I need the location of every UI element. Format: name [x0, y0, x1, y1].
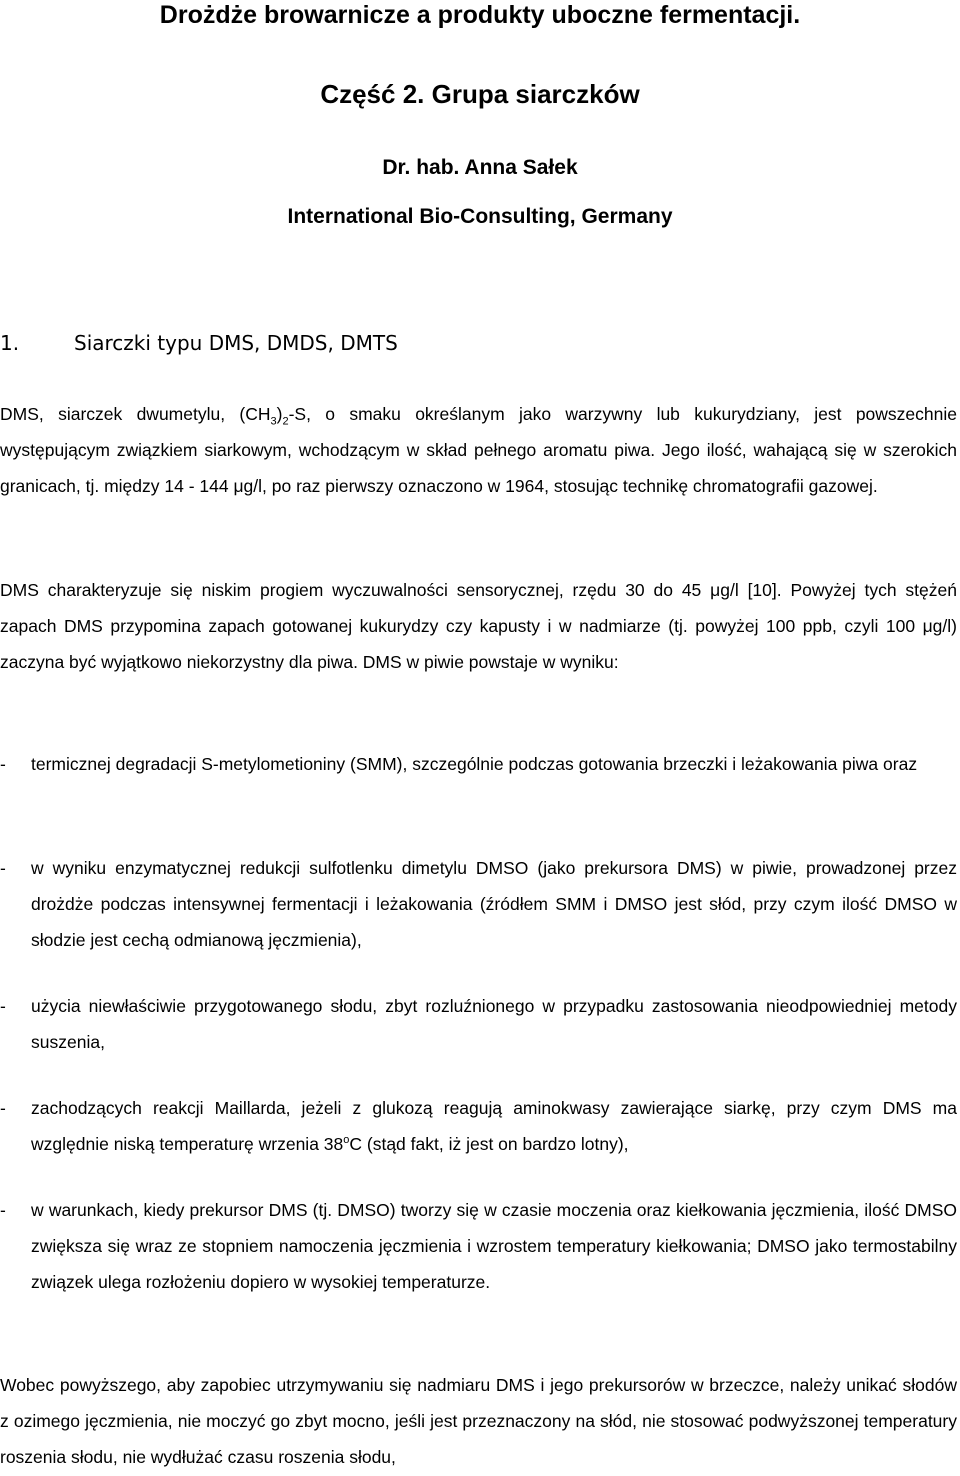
list-item-text: termicznej degradacji S-metylometioniny (SMM), szczególnie podczas gotowania brzeczki i leżakowania piwa oraz: [31, 754, 918, 774]
document-title: Drożdże browarnicze a produkty uboczne fermentacji.: [159, 1, 801, 29]
section-heading: [0, 330, 398, 356]
list-item: [0, 850, 957, 959]
list-item-text-part: C (stąd fakt, iż jest on bardzo lotny),: [349, 1134, 629, 1155]
bullet-dash: -: [0, 858, 6, 878]
paragraph-text: DMS charakteryzuje się niskim progiem wyczuwalności sensorycznej, rzędu 30 do 45 μg/l [10]. Powyżej tych stężeń zapach DMS przypomina zapach gotowanej kukurydzy czy kapusty i w nadmiarze (tj. powyżej 100 ppb, czyli 100 μg/l) zaczyna być wyjątkowo niekorzystny dla piwa. DMS w piwie powstaje w wyniku:: [0, 580, 957, 673]
list-item: [0, 988, 957, 1060]
section-heading-text: Siarczki typu DMS, DMDS, DMTS: [74, 331, 398, 355]
bullet-dash: -: [0, 1098, 6, 1118]
subscript: 2: [282, 415, 289, 428]
document-part-title: Część 2. Grupa siarczków: [320, 79, 640, 109]
paragraph-prevention: [0, 1367, 957, 1476]
list-item-text: w wyniku enzymatycznej redukcji sulfotlenku dimetylu DMSO (jako prekursora DMS) w piwie, prowadzonej przez drożdże podczas intensywnej fermentacji i leżakowania (źródłem SMM i DMSO jest słód, przy czym ilość DMSO w słodzie jest cechą odmianową jęczmienia),: [31, 858, 957, 951]
author-name: Dr. hab. Anna Sałek: [382, 156, 578, 179]
paragraph-text: DMS, siarczek dwumetylu, (CH: [0, 404, 271, 424]
list-item-text-part: zachodzących reakcji Maillarda, jeżeli z glukozą reagują aminokwasy zawierające siarkę, przy czym DMS ma względnie niską temperaturę wrzenia 38: [31, 1098, 957, 1155]
bullet-dash: -: [0, 996, 6, 1016]
subscript: 3: [270, 415, 277, 428]
list-item: [0, 1090, 957, 1162]
superscript: o: [343, 1134, 350, 1147]
list-item-text: użycia niewłaściwie przygotowanego słodu, zbyt rozluźnionego w przypadku zastosowania nieodpowiedniej metody suszenia,: [31, 996, 957, 1053]
paragraph-text: -S, o smaku określanym jako warzywny lub kukurydziany, jest powszechnie występującym związkiem siarkowym, wchodzącym w skład pełnego aromatu piwa. Jego ilość, wahającą się w szerokich granicach, tj. między 14 - 144 μg/l, po raz pierwszy oznaczono w 1964, stosując technikę chromatografii gazowej.: [0, 404, 957, 497]
section-number: 1.: [0, 331, 20, 355]
author-affiliation: International Bio-Consulting, Germany: [287, 205, 673, 228]
list-item-text: [31, 1090, 957, 1162]
bullet-dash: -: [0, 1200, 6, 1220]
paragraph-dms-intro: [0, 396, 957, 505]
paragraph-dms-threshold: [0, 572, 957, 681]
list-item: [0, 1192, 957, 1301]
bullet-dash: -: [0, 754, 6, 774]
paragraph-text: ): [276, 404, 283, 424]
paragraph-text: Wobec powyższego, aby zapobiec utrzymywaniu się nadmiaru DMS i jego prekursorów w brzeczce, należy unikać słodów z ozimego jęczmienia, nie moczyć go zbyt mocno, jeśli jest przeznaczony na słód, nie stosować podwyższonej temperatury roszenia słodu, nie wydłużać czasu roszenia słodu,: [0, 1375, 957, 1468]
list-item-text: w warunkach, kiedy prekursor DMS (tj. DMSO) tworzy się w czasie moczenia oraz kiełkowania jęczmienia, ilość DMSO zwiększa się wraz ze stopniem namoczenia jęczmienia i wzrostem temperatury kiełkowania; DMSO jako termostabilny związek ulega rozłożeniu dopiero w wysokiej temperaturze.: [31, 1200, 957, 1293]
list-item: [0, 746, 957, 782]
